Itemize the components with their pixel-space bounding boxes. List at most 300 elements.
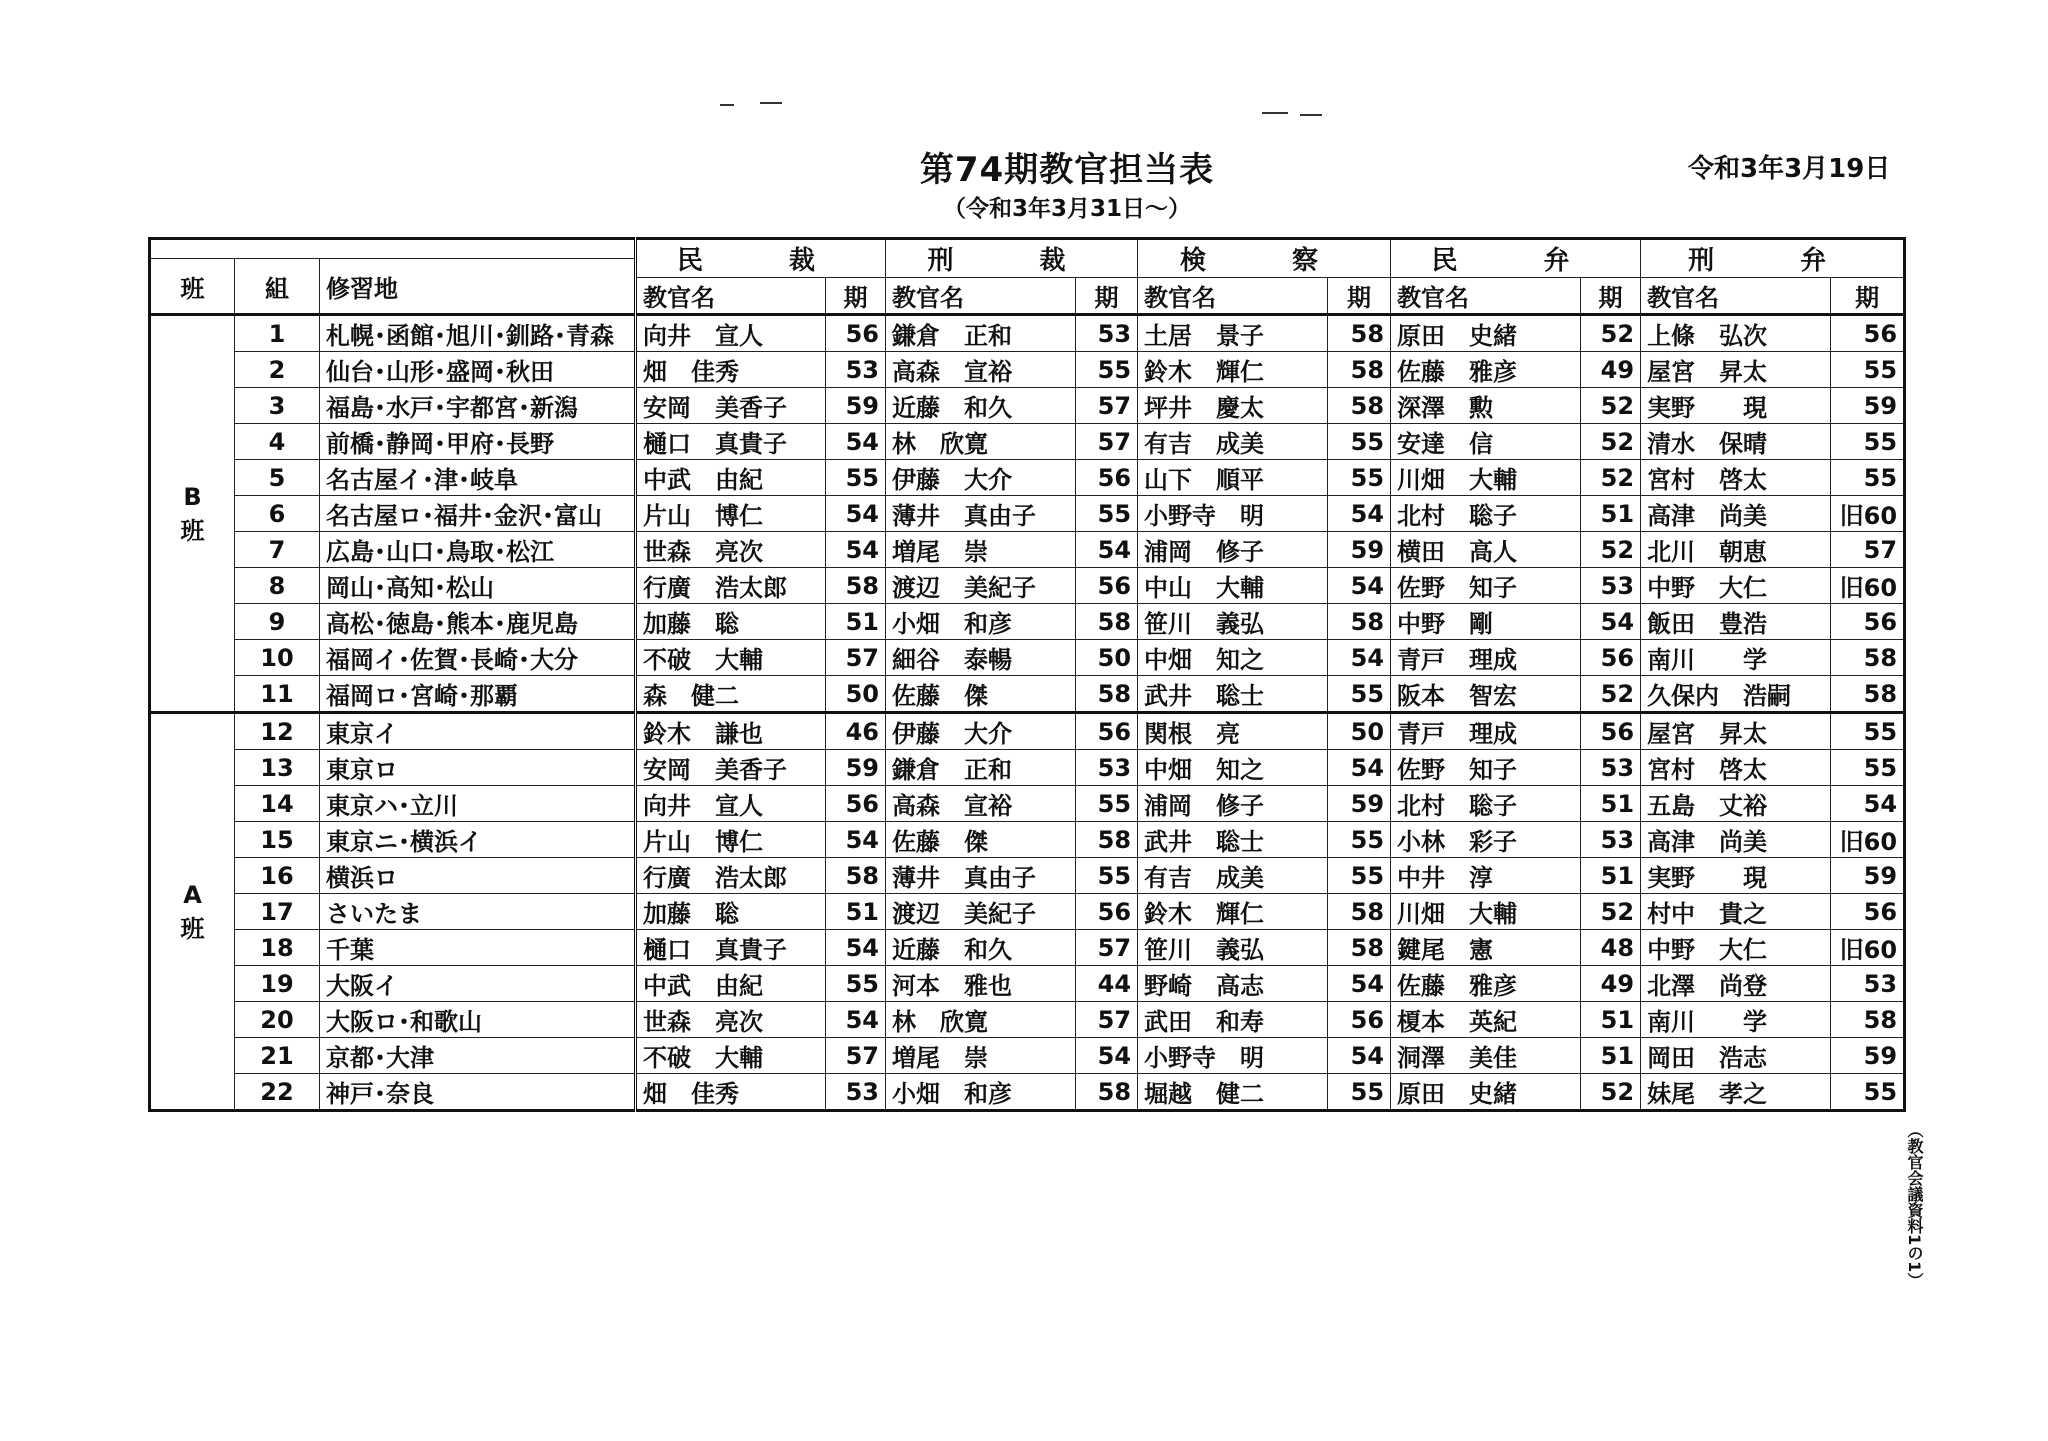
instructor-name: 加藤 聡 <box>636 604 826 640</box>
instructor-period: 50 <box>826 676 886 713</box>
instructor-name: 妹尾 孝之 <box>1641 1074 1831 1111</box>
instructor-period: 44 <box>1076 966 1138 1002</box>
training-location: 福岡ロ･宮崎･那覇 <box>320 676 636 713</box>
instructor-name: 北川 朝恵 <box>1641 532 1831 568</box>
header-instructor: 教官名 <box>1138 278 1328 315</box>
instructor-name: 畑 佳秀 <box>636 352 826 388</box>
instructor-period: 55 <box>826 966 886 1002</box>
instructor-period: 59 <box>826 388 886 424</box>
instructor-name: 世森 亮次 <box>636 1002 826 1038</box>
instructor-period: 52 <box>1581 676 1641 713</box>
instructor-name: 高森 宣裕 <box>886 786 1076 822</box>
instructor-name: 近藤 和久 <box>886 930 1076 966</box>
instructor-period: 57 <box>1831 532 1905 568</box>
scan-speck <box>760 102 782 104</box>
instructor-name: 樋口 真貴子 <box>636 424 826 460</box>
instructor-name: 安岡 美香子 <box>636 388 826 424</box>
training-location: 名古屋イ･津･岐阜 <box>320 460 636 496</box>
instructor-name: 宮村 啓太 <box>1641 460 1831 496</box>
instructor-period: 56 <box>1831 604 1905 640</box>
instructor-name: 実野 現 <box>1641 858 1831 894</box>
table-row <box>150 858 1905 894</box>
instructor-name: 深澤 勲 <box>1391 388 1581 424</box>
training-location: 神戸･奈良 <box>320 1074 636 1111</box>
instructor-period: 51 <box>1581 858 1641 894</box>
instructor-period: 59 <box>1328 786 1391 822</box>
instructor-name: 行廣 浩太郎 <box>636 858 826 894</box>
instructor-name: 有吉 成美 <box>1138 424 1328 460</box>
instructor-name: 小畑 和彦 <box>886 604 1076 640</box>
instructor-name: 五島 丈裕 <box>1641 786 1831 822</box>
instructor-name: 鎌倉 正和 <box>886 315 1076 352</box>
instructor-name: 行廣 浩太郎 <box>636 568 826 604</box>
instructor-name: 佐藤 傑 <box>886 822 1076 858</box>
instructor-period: 56 <box>1076 713 1138 750</box>
training-location: 前橋･静岡･甲府･長野 <box>320 424 636 460</box>
instructor-name: 片山 博仁 <box>636 496 826 532</box>
instructor-period: 51 <box>1581 496 1641 532</box>
instructor-name: 武田 和寿 <box>1138 1002 1328 1038</box>
instructor-period: 57 <box>1076 388 1138 424</box>
instructor-name: 佐野 知子 <box>1391 750 1581 786</box>
instructor-period: 59 <box>1831 1038 1905 1074</box>
instructor-period: 58 <box>1328 352 1391 388</box>
instructor-period: 52 <box>1581 388 1641 424</box>
instructor-name: 原田 史緒 <box>1391 315 1581 352</box>
training-location: 東京ニ･横浜イ <box>320 822 636 858</box>
instructor-period: 58 <box>1328 388 1391 424</box>
kumi-number: 4 <box>235 424 320 460</box>
instructor-name: 北澤 尚登 <box>1641 966 1831 1002</box>
instructor-name: 川畑 大輔 <box>1391 460 1581 496</box>
instructor-period: 57 <box>826 640 886 676</box>
instructor-period: 55 <box>1328 822 1391 858</box>
training-location: 高松･徳島･熊本･鹿児島 <box>320 604 636 640</box>
table-body <box>150 315 1905 1111</box>
instructor-period: 50 <box>1076 640 1138 676</box>
instructor-name: 森 健二 <box>636 676 826 713</box>
instructor-period: 旧60 <box>1831 568 1905 604</box>
instructor-period: 54 <box>1581 604 1641 640</box>
instructor-period: 57 <box>1076 930 1138 966</box>
instructor-name: 土居 景子 <box>1138 315 1328 352</box>
instructor-period: 56 <box>826 315 886 352</box>
instructor-period: 59 <box>1831 388 1905 424</box>
instructor-name: 鈴木 輝仁 <box>1138 894 1328 930</box>
instructor-name: 伊藤 大介 <box>886 713 1076 750</box>
instructor-name: 小野寺 明 <box>1138 496 1328 532</box>
instructor-table <box>148 237 1906 1112</box>
instructor-period: 51 <box>1581 1002 1641 1038</box>
instructor-name: 坪井 慶太 <box>1138 388 1328 424</box>
instructor-period: 53 <box>1581 750 1641 786</box>
han-label-line: 班 <box>180 516 205 545</box>
instructor-period: 55 <box>1831 750 1905 786</box>
instructor-name: 小林 彩子 <box>1391 822 1581 858</box>
instructor-period: 54 <box>1076 1038 1138 1074</box>
instructor-period: 54 <box>826 424 886 460</box>
table-row <box>150 496 1905 532</box>
instructor-period: 旧60 <box>1831 822 1905 858</box>
instructor-period: 58 <box>1328 894 1391 930</box>
header-period: 期 <box>826 278 886 315</box>
instructor-period: 49 <box>1581 966 1641 1002</box>
instructor-period: 54 <box>1076 532 1138 568</box>
instructor-name: 清水 保晴 <box>1641 424 1831 460</box>
instructor-name: 南川 学 <box>1641 1002 1831 1038</box>
instructor-period: 46 <box>826 713 886 750</box>
training-location: 福島･水戸･宇都宮･新潟 <box>320 388 636 424</box>
instructor-name: 屋宮 昇太 <box>1641 713 1831 750</box>
instructor-period: 59 <box>826 750 886 786</box>
kumi-number: 20 <box>235 1002 320 1038</box>
instructor-period: 55 <box>1328 676 1391 713</box>
instructor-name: 武井 聡士 <box>1138 676 1328 713</box>
pre-header-row <box>150 239 1905 259</box>
instructor-period: 53 <box>1076 750 1138 786</box>
kumi-number: 6 <box>235 496 320 532</box>
instructor-name: 林 欣寛 <box>886 424 1076 460</box>
group-header-minben: 民 弁 <box>1391 239 1641 278</box>
kumi-number: 19 <box>235 966 320 1002</box>
kumi-number: 21 <box>235 1038 320 1074</box>
table-row <box>150 1038 1905 1074</box>
header-instructor: 教官名 <box>886 278 1076 315</box>
table-row <box>150 750 1905 786</box>
instructor-period: 56 <box>1831 315 1905 352</box>
instructor-name: 笹川 義弘 <box>1138 930 1328 966</box>
kumi-number: 14 <box>235 786 320 822</box>
instructor-name: 中畑 知之 <box>1138 750 1328 786</box>
instructor-name: 洞澤 美佳 <box>1391 1038 1581 1074</box>
instructor-name: 鍵尾 憲 <box>1391 930 1581 966</box>
instructor-name: 安達 信 <box>1391 424 1581 460</box>
han-label-line: 班 <box>180 914 205 943</box>
instructor-name: 笹川 義弘 <box>1138 604 1328 640</box>
instructor-name: 中野 大仁 <box>1641 930 1831 966</box>
instructor-period: 57 <box>826 1038 886 1074</box>
instructor-period: 54 <box>826 532 886 568</box>
instructor-period: 58 <box>1076 676 1138 713</box>
instructor-period: 50 <box>1328 713 1391 750</box>
instructor-name: 増尾 崇 <box>886 532 1076 568</box>
table-row <box>150 966 1905 1002</box>
instructor-name: 浦岡 修子 <box>1138 532 1328 568</box>
instructor-name: 飯田 豊浩 <box>1641 604 1831 640</box>
instructor-name: 中武 由紀 <box>636 966 826 1002</box>
table-row <box>150 1074 1905 1111</box>
instructor-name: 高津 尚美 <box>1641 822 1831 858</box>
han-label-line: A <box>183 880 202 909</box>
instructor-period: 54 <box>1328 1038 1391 1074</box>
kumi-number: 1 <box>235 315 320 352</box>
han-label <box>150 315 235 713</box>
instructor-period: 58 <box>1076 1074 1138 1111</box>
table-row <box>150 388 1905 424</box>
instructor-period: 55 <box>1831 424 1905 460</box>
instructor-period: 52 <box>1581 460 1641 496</box>
instructor-name: 北村 聡子 <box>1391 786 1581 822</box>
training-location: 岡山･高知･松山 <box>320 568 636 604</box>
kumi-number: 12 <box>235 713 320 750</box>
instructor-name: 青戸 理成 <box>1391 640 1581 676</box>
instructor-name: 中畑 知之 <box>1138 640 1328 676</box>
table-row <box>150 460 1905 496</box>
han-label-line: B <box>183 482 202 511</box>
instructor-period: 56 <box>826 786 886 822</box>
instructor-name: 青戸 理成 <box>1391 713 1581 750</box>
instructor-name: 近藤 和久 <box>886 388 1076 424</box>
instructor-period: 53 <box>826 1074 886 1111</box>
training-location: 札幌･函館･旭川･釧路･青森 <box>320 315 636 352</box>
kumi-number: 11 <box>235 676 320 713</box>
instructor-name: 不破 大輔 <box>636 640 826 676</box>
instructor-period: 53 <box>1831 966 1905 1002</box>
instructor-name: 南川 学 <box>1641 640 1831 676</box>
header-period: 期 <box>1328 278 1391 315</box>
table-row <box>150 930 1905 966</box>
table-row <box>150 532 1905 568</box>
training-location: 福岡イ･佐賀･長崎･大分 <box>320 640 636 676</box>
kumi-number: 2 <box>235 352 320 388</box>
instructor-period: 52 <box>1581 894 1641 930</box>
instructor-name: 畑 佳秀 <box>636 1074 826 1111</box>
instructor-name: 久保内 浩嗣 <box>1641 676 1831 713</box>
instructor-name: 屋宮 昇太 <box>1641 352 1831 388</box>
instructor-period: 55 <box>1328 460 1391 496</box>
instructor-name: 有吉 成美 <box>1138 858 1328 894</box>
header-location: 修習地 <box>320 259 636 315</box>
kumi-number: 5 <box>235 460 320 496</box>
instructor-period: 56 <box>1581 713 1641 750</box>
instructor-period: 48 <box>1581 930 1641 966</box>
instructor-period: 58 <box>826 858 886 894</box>
instructor-name: 樋口 真貴子 <box>636 930 826 966</box>
instructor-name: 浦岡 修子 <box>1138 786 1328 822</box>
instructor-period: 55 <box>1328 1074 1391 1111</box>
instructor-name: 向井 宣人 <box>636 315 826 352</box>
instructor-name: 世森 亮次 <box>636 532 826 568</box>
instructor-name: 北村 聡子 <box>1391 496 1581 532</box>
instructor-name: 伊藤 大介 <box>886 460 1076 496</box>
training-location: 東京イ <box>320 713 636 750</box>
instructor-name: 細谷 泰暢 <box>886 640 1076 676</box>
instructor-name: 鈴木 謙也 <box>636 713 826 750</box>
scan-speck <box>1300 114 1322 116</box>
training-location: 仙台･山形･盛岡･秋田 <box>320 352 636 388</box>
instructor-name: 中山 大輔 <box>1138 568 1328 604</box>
instructor-name: 岡田 浩志 <box>1641 1038 1831 1074</box>
instructor-period: 56 <box>1328 1002 1391 1038</box>
instructor-name: 高森 宣裕 <box>886 352 1076 388</box>
instructor-period: 54 <box>826 930 886 966</box>
scan-speck <box>720 104 734 106</box>
instructor-name: 佐藤 傑 <box>886 676 1076 713</box>
instructor-period: 53 <box>1581 822 1641 858</box>
instructor-name: 渡辺 美紀子 <box>886 568 1076 604</box>
table-row <box>150 713 1905 750</box>
instructor-period: 57 <box>1076 1002 1138 1038</box>
instructor-name: 鎌倉 正和 <box>886 750 1076 786</box>
kumi-number: 3 <box>235 388 320 424</box>
group-header-keiben: 刑 弁 <box>1641 239 1905 278</box>
instructor-name: 上條 弘次 <box>1641 315 1831 352</box>
instructor-name: 薄井 真由子 <box>886 496 1076 532</box>
instructor-period: 56 <box>1076 460 1138 496</box>
instructor-period: 55 <box>1076 352 1138 388</box>
instructor-period: 59 <box>1328 532 1391 568</box>
kumi-number: 15 <box>235 822 320 858</box>
training-location: 大阪イ <box>320 966 636 1002</box>
instructor-period: 54 <box>1328 640 1391 676</box>
instructor-name: 山下 順平 <box>1138 460 1328 496</box>
instructor-period: 旧60 <box>1831 930 1905 966</box>
header-period: 期 <box>1076 278 1138 315</box>
kumi-number: 8 <box>235 568 320 604</box>
kumi-number: 10 <box>235 640 320 676</box>
page-title: 第74期教官担当表 <box>919 150 1215 190</box>
group-header-kensatsu: 検 察 <box>1138 239 1391 278</box>
instructor-period: 52 <box>1581 424 1641 460</box>
kumi-number: 13 <box>235 750 320 786</box>
instructor-name: 佐野 知子 <box>1391 568 1581 604</box>
instructor-period: 56 <box>1076 894 1138 930</box>
instructor-name: 渡辺 美紀子 <box>886 894 1076 930</box>
instructor-period: 54 <box>1328 966 1391 1002</box>
instructor-name: 榎本 英紀 <box>1391 1002 1581 1038</box>
table-row <box>150 1002 1905 1038</box>
table-row <box>150 424 1905 460</box>
training-location: 京都･大津 <box>320 1038 636 1074</box>
training-location: 東京ロ <box>320 750 636 786</box>
kumi-number: 18 <box>235 930 320 966</box>
instructor-name: 横田 高人 <box>1391 532 1581 568</box>
table-row <box>150 640 1905 676</box>
instructor-name: 村中 貴之 <box>1641 894 1831 930</box>
group-header-minsai: 民 裁 <box>636 239 886 278</box>
instructor-period: 旧60 <box>1831 496 1905 532</box>
instructor-name: 佐藤 雅彦 <box>1391 352 1581 388</box>
training-location: 東京ハ･立川 <box>320 786 636 822</box>
training-location: 横浜ロ <box>320 858 636 894</box>
instructor-name: 片山 博仁 <box>636 822 826 858</box>
instructor-period: 58 <box>1076 604 1138 640</box>
instructor-period: 55 <box>1831 460 1905 496</box>
instructor-period: 54 <box>1328 750 1391 786</box>
instructor-period: 56 <box>1076 568 1138 604</box>
instructor-name: 河本 雅也 <box>886 966 1076 1002</box>
kumi-number: 7 <box>235 532 320 568</box>
instructor-period: 55 <box>1076 858 1138 894</box>
instructor-name: 加藤 聡 <box>636 894 826 930</box>
instructor-name: 鈴木 輝仁 <box>1138 352 1328 388</box>
instructor-period: 49 <box>1581 352 1641 388</box>
instructor-period: 54 <box>1831 786 1905 822</box>
instructor-period: 54 <box>826 822 886 858</box>
instructor-name: 向井 宣人 <box>636 786 826 822</box>
instructor-period: 58 <box>1831 676 1905 713</box>
instructor-name: 小野寺 明 <box>1138 1038 1328 1074</box>
training-location: 大阪ロ･和歌山 <box>320 1002 636 1038</box>
header-period: 期 <box>1581 278 1641 315</box>
table-row <box>150 604 1905 640</box>
instructor-period: 51 <box>826 894 886 930</box>
instructor-name: 中井 淳 <box>1391 858 1581 894</box>
instructor-period: 54 <box>826 496 886 532</box>
document-date: 令和3年3月19日 <box>1688 154 1891 184</box>
instructor-name: 不破 大輔 <box>636 1038 826 1074</box>
instructor-name: 関根 亮 <box>1138 713 1328 750</box>
instructor-period: 57 <box>1076 424 1138 460</box>
instructor-period: 53 <box>1076 315 1138 352</box>
table-row <box>150 676 1905 713</box>
table-row <box>150 822 1905 858</box>
header-instructor: 教官名 <box>1391 278 1581 315</box>
training-location: 千葉 <box>320 930 636 966</box>
instructor-period: 58 <box>1328 930 1391 966</box>
instructor-name: 川畑 大輔 <box>1391 894 1581 930</box>
header-han: 班 <box>150 259 235 315</box>
instructor-period: 58 <box>826 568 886 604</box>
instructor-name: 野崎 高志 <box>1138 966 1328 1002</box>
instructor-name: 中武 由紀 <box>636 460 826 496</box>
instructor-period: 51 <box>1581 786 1641 822</box>
header-instructor: 教官名 <box>636 278 826 315</box>
table-row <box>150 315 1905 352</box>
han-label <box>150 713 235 1111</box>
table-row <box>150 786 1905 822</box>
instructor-name: 中野 剛 <box>1391 604 1581 640</box>
instructor-period: 52 <box>1581 1074 1641 1111</box>
side-note: （教官会議資料1の1） <box>1905 1122 1924 1289</box>
instructor-period: 55 <box>1328 858 1391 894</box>
instructor-period: 55 <box>1831 713 1905 750</box>
instructor-name: 林 欣寛 <box>886 1002 1076 1038</box>
table-row <box>150 568 1905 604</box>
instructor-period: 54 <box>826 1002 886 1038</box>
instructor-period: 54 <box>1328 568 1391 604</box>
instructor-period: 51 <box>826 604 886 640</box>
instructor-name: 高津 尚美 <box>1641 496 1831 532</box>
instructor-name: 武井 聡士 <box>1138 822 1328 858</box>
instructor-name: 阪本 智宏 <box>1391 676 1581 713</box>
header-period: 期 <box>1831 278 1905 315</box>
instructor-period: 55 <box>826 460 886 496</box>
instructor-name: 実野 現 <box>1641 388 1831 424</box>
kumi-number: 17 <box>235 894 320 930</box>
instructor-name: 薄井 真由子 <box>886 858 1076 894</box>
instructor-name: 堀越 健二 <box>1138 1074 1328 1111</box>
training-location: 広島･山口･鳥取･松江 <box>320 532 636 568</box>
kumi-number: 16 <box>235 858 320 894</box>
group-header-keisai: 刑 裁 <box>886 239 1138 278</box>
instructor-name: 原田 史緒 <box>1391 1074 1581 1111</box>
training-location: 名古屋ロ･福井･金沢･富山 <box>320 496 636 532</box>
header-kumi: 組 <box>235 259 320 315</box>
header-instructor: 教官名 <box>1641 278 1831 315</box>
instructor-period: 55 <box>1831 1074 1905 1111</box>
instructor-period: 55 <box>1076 786 1138 822</box>
table-row <box>150 352 1905 388</box>
instructor-name: 小畑 和彦 <box>886 1074 1076 1111</box>
instructor-period: 58 <box>1328 315 1391 352</box>
instructor-period: 53 <box>1581 568 1641 604</box>
blank-header-cell <box>150 239 636 259</box>
instructor-period: 58 <box>1831 1002 1905 1038</box>
instructor-period: 58 <box>1328 604 1391 640</box>
instructor-period: 54 <box>1328 496 1391 532</box>
instructor-period: 55 <box>1831 352 1905 388</box>
